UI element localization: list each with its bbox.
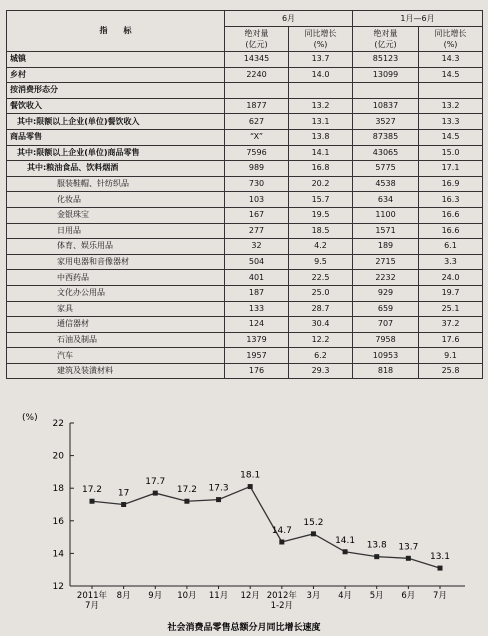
june-growth-cell: 13.2 <box>289 98 353 114</box>
june-abs-cell: 7596 <box>225 145 289 161</box>
ytd-growth-cell: 14.5 <box>419 129 483 145</box>
x-tick-label: 10月 <box>177 591 197 601</box>
header-growth-ytd: 同比增长 (%) <box>419 27 483 52</box>
table-row <box>7 129 483 145</box>
ytd-growth-cell: 19.7 <box>419 285 483 301</box>
data-label: 14.7 <box>271 525 292 536</box>
june-abs-cell: “X” <box>225 129 289 145</box>
y-tick-label: 12 <box>52 582 64 592</box>
y-tick-label: 18 <box>52 484 64 495</box>
x-tick-label: 8月 <box>116 591 131 601</box>
table-row <box>7 176 483 192</box>
header-abs-june: 绝对量 (亿元) <box>225 27 289 52</box>
row-label: 建筑及装潢材料 <box>7 363 225 379</box>
june-abs-cell <box>225 83 289 99</box>
ytd-growth-cell: 17.6 <box>419 332 483 348</box>
row-label: 其中:限额以上企业(单位)商品零售 <box>7 145 225 161</box>
table-row <box>7 332 483 348</box>
data-label: 13.8 <box>366 540 387 551</box>
ytd-abs-cell: 707 <box>353 317 419 333</box>
data-label: 18.1 <box>240 470 261 481</box>
table-row <box>7 239 483 255</box>
data-point <box>90 499 95 504</box>
ytd-abs-cell: 4538 <box>353 176 419 192</box>
ytd-growth-cell: 16.6 <box>419 207 483 223</box>
june-abs-cell: 277 <box>225 223 289 239</box>
row-label: 商品零售 <box>7 129 225 145</box>
june-growth-cell: 22.5 <box>289 270 353 286</box>
ytd-growth-cell: 16.6 <box>419 223 483 239</box>
row-label: 其中:粮油食品、饮料烟酒 <box>7 161 225 177</box>
june-growth-cell: 19.5 <box>289 207 353 223</box>
june-abs-cell: 103 <box>225 192 289 208</box>
x-tick-label: 2012年 1-2月 <box>266 591 297 611</box>
june-growth-cell: 13.1 <box>289 114 353 130</box>
june-growth-cell: 28.7 <box>289 301 353 317</box>
table-row <box>7 98 483 114</box>
row-label: 日用品 <box>7 223 225 239</box>
row-label: 按消费形态分 <box>7 83 225 99</box>
table-row <box>7 114 483 130</box>
ytd-abs-cell: 189 <box>353 239 419 255</box>
chart-title: 社会消费品零售总额分月同比增长速度 <box>167 623 321 633</box>
june-abs-cell: 504 <box>225 254 289 270</box>
ytd-abs-cell: 5775 <box>353 161 419 177</box>
row-label: 服装鞋帽、针纺织品 <box>7 176 225 192</box>
june-abs-cell: 730 <box>225 176 289 192</box>
june-growth-cell: 13.7 <box>289 52 353 68</box>
june-abs-cell: 627 <box>225 114 289 130</box>
x-tick-label: 7月 <box>433 591 447 601</box>
ytd-growth-cell: 13.3 <box>419 114 483 130</box>
june-abs-cell: 133 <box>225 301 289 317</box>
ytd-abs-cell: 43065 <box>353 145 419 161</box>
june-growth-cell <box>289 83 353 99</box>
ytd-growth-cell: 3.3 <box>419 254 483 270</box>
ytd-abs-cell: 13099 <box>353 67 419 83</box>
y-tick-label: 22 <box>52 419 64 429</box>
table-row <box>7 223 483 239</box>
june-growth-cell: 14.0 <box>289 67 353 83</box>
x-tick-label: 5月 <box>369 591 384 601</box>
growth-line-chart <box>0 398 488 636</box>
ytd-growth-cell: 14.5 <box>419 67 483 83</box>
ytd-abs-cell: 659 <box>353 301 419 317</box>
x-tick-label: 12月 <box>240 591 260 601</box>
ytd-abs-cell: 10837 <box>353 98 419 114</box>
ytd-growth-cell: 24.0 <box>419 270 483 286</box>
x-tick-label: 3月 <box>306 591 321 601</box>
table-row <box>7 270 483 286</box>
june-growth-cell: 29.3 <box>289 363 353 379</box>
data-point <box>248 484 253 489</box>
data-label: 17.2 <box>81 485 103 496</box>
june-abs-cell: 2240 <box>225 67 289 83</box>
row-label: 石油及制品 <box>7 332 225 348</box>
row-label: 其中:限额以上企业(单位)餐饮收入 <box>7 114 225 130</box>
june-growth-cell: 6.2 <box>289 348 353 364</box>
row-label: 中西药品 <box>7 270 225 286</box>
row-label: 体育、娱乐用品 <box>7 239 225 255</box>
table-row <box>7 83 483 99</box>
june-abs-cell: 401 <box>225 270 289 286</box>
june-growth-cell: 13.8 <box>289 129 353 145</box>
table-row <box>7 52 483 68</box>
row-label: 城镇 <box>7 52 225 68</box>
retail-sales-table <box>6 10 483 379</box>
ytd-growth-cell: 6.1 <box>419 239 483 255</box>
chart-axes <box>53 419 465 611</box>
june-growth-cell: 4.2 <box>289 239 353 255</box>
row-label: 乡村 <box>7 67 225 83</box>
ytd-abs-cell: 7958 <box>353 332 419 348</box>
series-line <box>92 487 440 569</box>
data-label: 17.2 <box>176 485 197 496</box>
ytd-abs-cell: 10953 <box>353 348 419 364</box>
ytd-abs-cell: 85123 <box>353 52 419 68</box>
june-abs-cell: 1957 <box>225 348 289 364</box>
june-abs-cell: 1877 <box>225 98 289 114</box>
data-point <box>279 539 284 544</box>
june-growth-cell: 18.5 <box>289 223 353 239</box>
table-row <box>7 317 483 333</box>
header-indicator: 指 标 <box>7 11 225 52</box>
june-abs-cell: 124 <box>225 317 289 333</box>
june-abs-cell: 989 <box>225 161 289 177</box>
table-row <box>7 67 483 83</box>
june-abs-cell: 1379 <box>225 332 289 348</box>
table-row <box>7 363 483 379</box>
ytd-abs-cell: 634 <box>353 192 419 208</box>
x-tick-label: 11月 <box>208 591 229 601</box>
june-growth-cell: 30.4 <box>289 317 353 333</box>
row-label: 通信器材 <box>7 317 225 333</box>
june-abs-cell: 14345 <box>225 52 289 68</box>
table-row <box>7 285 483 301</box>
ytd-abs-cell: 3527 <box>353 114 419 130</box>
ytd-growth-cell: 37.2 <box>419 317 483 333</box>
ytd-growth-cell <box>419 83 483 99</box>
data-label: 15.2 <box>303 517 324 528</box>
x-tick-label: 9月 <box>148 591 163 601</box>
table-row <box>7 161 483 177</box>
data-label: 13.7 <box>398 542 419 553</box>
data-point <box>216 497 221 502</box>
data-point <box>121 502 126 507</box>
x-tick-label: 6月 <box>401 591 416 601</box>
table-row <box>7 254 483 270</box>
june-growth-cell: 20.2 <box>289 176 353 192</box>
row-label: 餐饮收入 <box>7 98 225 114</box>
chart-marks <box>82 471 450 571</box>
row-label: 金银珠宝 <box>7 207 225 223</box>
data-point <box>184 499 189 504</box>
ytd-abs-cell: 87385 <box>353 129 419 145</box>
ytd-growth-cell: 9.1 <box>419 348 483 364</box>
header-growth-june: 同比增长 (%) <box>289 27 353 52</box>
ytd-growth-cell: 16.3 <box>419 192 483 208</box>
ytd-abs-cell: 1100 <box>353 207 419 223</box>
table-row <box>7 348 483 364</box>
x-tick-label: 2011年 7月 <box>76 591 108 611</box>
row-label: 家具 <box>7 301 225 317</box>
june-growth-cell: 25.0 <box>289 285 353 301</box>
june-growth-cell: 16.8 <box>289 161 353 177</box>
june-abs-cell: 187 <box>225 285 289 301</box>
data-point <box>374 554 379 559</box>
table-body <box>7 52 483 379</box>
ytd-growth-cell: 25.8 <box>419 363 483 379</box>
ytd-growth-cell: 14.3 <box>419 52 483 68</box>
x-tick-label: 4月 <box>338 591 353 601</box>
ytd-abs-cell: 2232 <box>353 270 419 286</box>
june-abs-cell: 32 <box>225 239 289 255</box>
y-tick-label: 16 <box>52 516 64 527</box>
data-label: 17 <box>117 488 130 499</box>
ytd-growth-cell: 17.1 <box>419 161 483 177</box>
june-abs-cell: 176 <box>225 363 289 379</box>
ytd-growth-cell: 25.1 <box>419 301 483 317</box>
ytd-growth-cell: 13.2 <box>419 98 483 114</box>
row-label: 化妆品 <box>7 192 225 208</box>
ytd-abs-cell: 818 <box>353 363 419 379</box>
ytd-abs-cell: 1571 <box>353 223 419 239</box>
ytd-growth-cell: 15.0 <box>419 145 483 161</box>
table-row <box>7 192 483 208</box>
june-growth-cell: 12.2 <box>289 332 353 348</box>
header-june: 6月 <box>225 11 353 27</box>
row-label: 文化办公用品 <box>7 285 225 301</box>
data-point <box>438 566 443 571</box>
data-label: 13.1 <box>429 552 451 563</box>
data-point <box>153 491 158 496</box>
june-growth-cell: 15.7 <box>289 192 353 208</box>
data-label: 17.3 <box>208 483 229 494</box>
june-growth-cell: 14.1 <box>289 145 353 161</box>
data-point <box>343 549 348 554</box>
ytd-abs-cell: 929 <box>353 285 419 301</box>
row-label: 家用电器和音像器材 <box>7 254 225 270</box>
y-tick-label: 20 <box>52 451 64 462</box>
table-row <box>7 301 483 317</box>
header-abs-ytd: 绝对量 (亿元) <box>353 27 419 52</box>
y-tick-label: 14 <box>52 549 64 560</box>
ytd-abs-cell: 2715 <box>353 254 419 270</box>
header-jan-june: 1月—6月 <box>353 11 483 27</box>
y-axis-label: (%) <box>22 413 38 423</box>
data-point <box>311 531 316 536</box>
data-label: 14.1 <box>335 535 356 546</box>
ytd-growth-cell: 16.9 <box>419 176 483 192</box>
june-abs-cell: 167 <box>225 207 289 223</box>
data-label: 17.7 <box>145 477 166 488</box>
june-growth-cell: 9.5 <box>289 254 353 270</box>
data-point <box>406 556 411 561</box>
table-row <box>7 207 483 223</box>
ytd-abs-cell <box>353 83 419 99</box>
table-row <box>7 145 483 161</box>
row-label: 汽车 <box>7 348 225 364</box>
